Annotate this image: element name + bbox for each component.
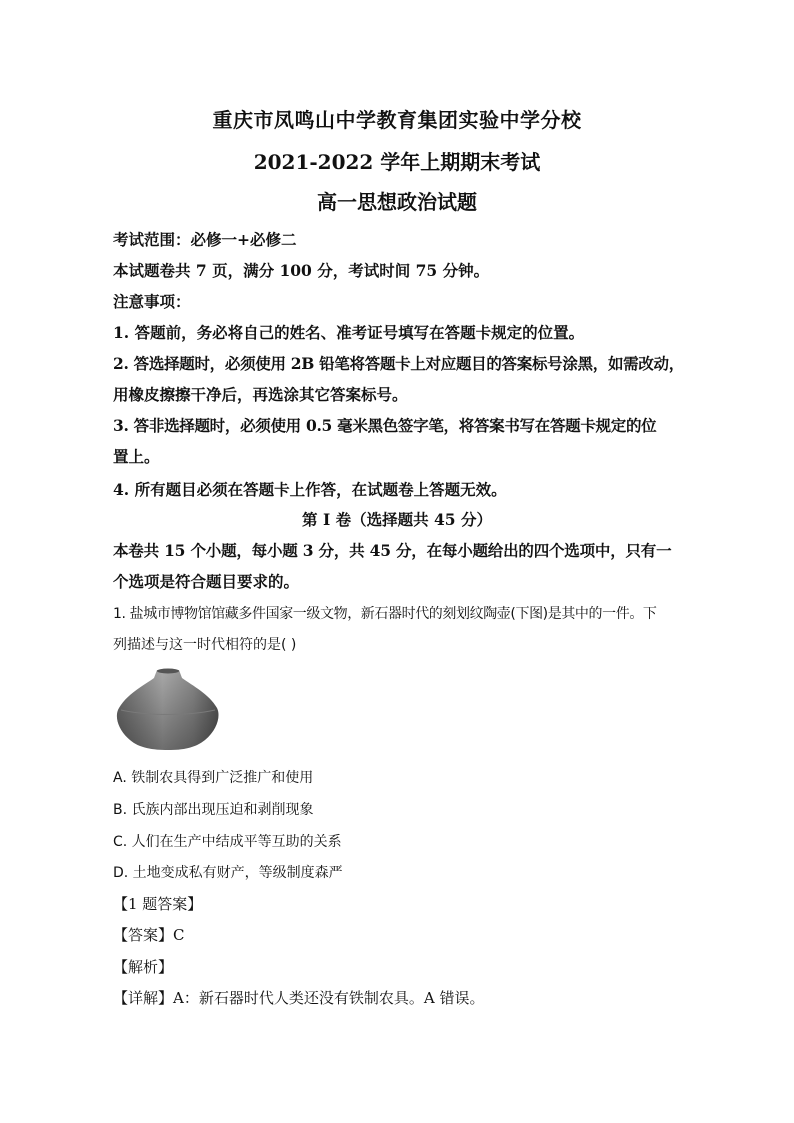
- detail-text: A：新石器时代人类还没有铁制农具。A 错误。: [173, 989, 485, 1007]
- option-b: B. 氏族内部出现压迫和剥削现象: [113, 802, 314, 818]
- question-stem: 列描述与这一时代相符的是( ): [113, 637, 297, 653]
- option-a: A. 铁制农具得到广泛推广和使用: [113, 770, 314, 786]
- exam-title: 2021-2022 学年上期期末考试: [253, 150, 541, 174]
- notice-item: 3. 答非选择题时，必须使用 0.5 毫米黑色签字笔，将答案书写在答题卡规定的位: [113, 416, 657, 435]
- question-stem: 1. 盐城市博物馆馆藏多件国家一级文物，新石器时代的刻划纹陶壶(下图)是其中的一件。下: [113, 606, 657, 622]
- exam-scope: 考试范围：必修一+必修二: [113, 230, 297, 249]
- notice-item: 2. 答选择题时，必须使用 2B 铅笔将答题卡上对应题目的答案标号涂黑，如需改动，: [113, 354, 684, 373]
- notice-item: 置上。: [113, 447, 160, 466]
- answer-label: 【答案】: [113, 926, 174, 944]
- detail-line: [113, 987, 484, 1008]
- answer-line: [113, 924, 185, 945]
- notice-heading: 注意事项：: [113, 292, 191, 311]
- notice-item: 1. 答题前，务必将自己的姓名、准考证号填写在答题卡规定的位置。: [113, 323, 585, 342]
- option-c: C. 人们在生产中结成平等互助的关系: [113, 834, 342, 850]
- option-d: D. 土地变成私有财产，等级制度森严: [113, 865, 343, 881]
- detail-label: 【详解】: [113, 989, 174, 1007]
- section-intro: 个选项是符合题目要求的。: [113, 572, 300, 591]
- pottery-jar-image: [113, 664, 223, 754]
- notice-item: 用橡皮擦擦干净后，再选涂其它答案标号。: [113, 385, 408, 404]
- section-intro: 本卷共 15 个小题，每小题 3 分，共 45 分，在每小题给出的四个选项中，只有一: [113, 541, 672, 560]
- subject-title: 高一思想政治试题: [317, 190, 477, 214]
- section-heading: 第 I 卷（选择题共 45 分）: [302, 510, 492, 529]
- notice-item: 4. 所有题目必须在答题卡上作答，在试题卷上答题无效。: [113, 480, 507, 499]
- analysis-label: 【解析】: [113, 958, 174, 976]
- pages-info: 本试题卷共 7 页，满分 100 分，考试时间 75 分钟。: [113, 261, 490, 280]
- answer-tag: 【1 题答案】: [113, 895, 203, 913]
- answer-value: C: [173, 926, 185, 944]
- school-title: 重庆市凤鸣山中学教育集团实验中学分校: [212, 108, 582, 132]
